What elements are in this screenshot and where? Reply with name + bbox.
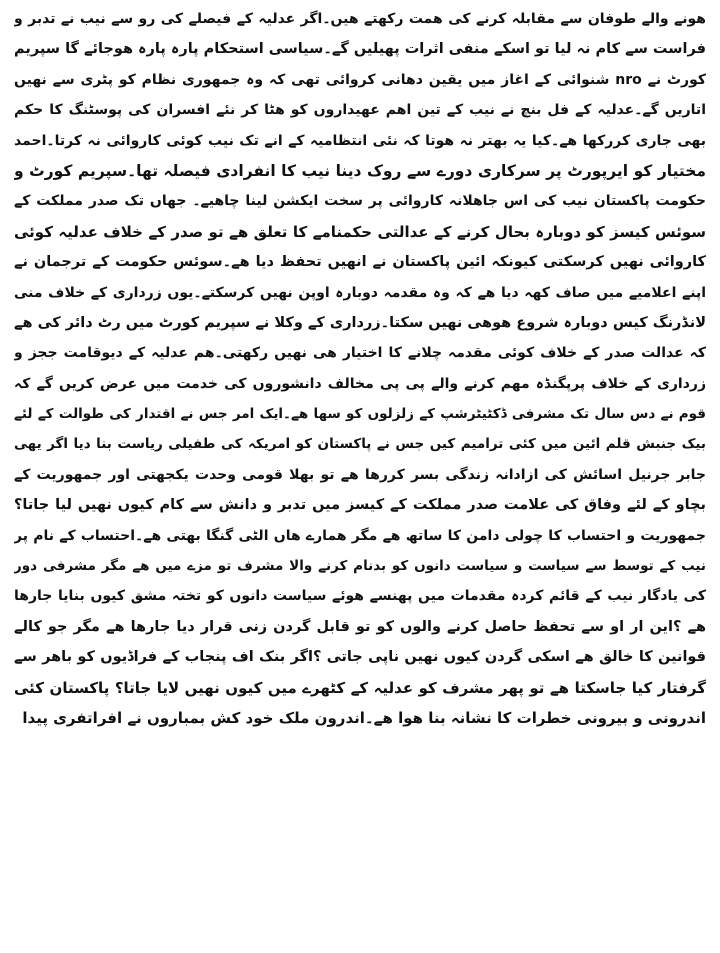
text-line: جمھوریت و احتساب کا چولی دامن کا ساتھ ھے مگر ھمارے ھاں الٹی گنگا بھتی ھے۔احتساب کے نام پر (14, 527, 706, 544)
text-line: اپنے اعلامیے میں صاف کھہ دیا ھے کہ وہ مقدمہ دوبارہ اوپن نھیں کرسکتے۔یوں زرداری کے خلاف منی (14, 284, 706, 301)
text-line: لانڈرنگ کیس دوبارہ شروع ھوھی نھیں سکتا۔زرداری کے وکلا نے سپریم کورٹ میں رٹ دائر کی ھے (14, 314, 706, 331)
text-line: جابر جرنیل اسائش کی ازادانہ زندگی بسر کررھا ھے تو بھلا قومی وحدت یکجھتی اور جمھوریت کے (14, 466, 706, 483)
text-line: سوئس کیسز کو دوبارہ بحال کرنے کے عدالتی حکمنامے کا تعلق ھے تو صدر کے خلاف عدلیہ کوئی (14, 222, 706, 241)
text-line: کورٹ نے nro شنوائی کے اغاز میں یقین دھانی کروائی تھی کہ وہ جمھوری نظام کو پٹری سے نھیں (14, 71, 706, 88)
text-line: نیب کے توسط سے سیاست و سیاست دانوں کو بدنام کرنے والا مشرف تو مزے میں ھے مگر مشرفی دور (14, 558, 706, 575)
text-line: اتاریں گے۔عدلیہ کے فل بنچ نے نیب کے تین اھم عھیداروں کو ھٹا کر نئے افسران کی پوسٹنگ کا حکم (14, 102, 706, 119)
text-line: گرفتار کیا جاسکتا ھے تو پھر مشرف کو عدلیہ کے کٹھرے میں کیوں نھیں لایا جاتا؟ پاکستان کئی (14, 678, 706, 697)
text-line: کہ عدالت صدر کے خلاف کوئی مقدمہ چلانے کا اختیار ھی نھیں رکھتی۔ھم عدلیہ کے دیوقامت ججز و (14, 345, 706, 362)
text-line: ھونے والے طوفان سے مقابلہ کرنے کی ھمت رکھتے ھیں۔اگر عدلیہ کے فیصلے کی رو سے نیب نے تدبر و (14, 11, 706, 27)
text-line: بچاو کے لئے وفاق کی علامت صدر مملکت کے کیسز میں تدبر و دانش سے کام کیوں نھیں لیا جاتا؟ (14, 497, 706, 514)
text-line: حکومت پاکستان نیب کی اس جاھلانہ کاروائی پر سخت ایکشن لینا چاھیے۔ جھاں تک صدر مملکت کے (14, 193, 706, 210)
text-line: زرداری کے خلاف پرپگنڈہ مھم کرنے والے پی پی مخالف دانشوروں کی خدمت میں عرض کریں گے کہ (14, 375, 706, 392)
text-line: کی یادگار نیب کے قائم کردہ مقدمات میں پھنسے ھوئے سیاست دانوں کو تختہ مشق کیوں بنایا جارھا (14, 588, 706, 605)
text-line: ھے ؟این ار او سے تحفظ حاصل کرنے والوں کو تو قابل گردن زنی قرار دیا جارھا ھے مگر جو کالے (14, 618, 706, 635)
text-line: کاروائی نھیں کرسکتی کیونکہ ائین پاکستان نے انھیں تحفظ دیا ھے۔سوئس حکومت کے ترجمان نے (14, 254, 706, 271)
text-line: قوم نے دس سال تک مشرفی ڈکٹیٹرشپ کے زلزلوں کو سھا ھے۔ایک امر جس نے اقتدار کی طوالت کے لئے (14, 406, 706, 423)
text-line: قوانین کا خالق ھے اسکی گردن کیوں نھیں ناپی جاتی ؟اگر بنک اف پنجاب کے فراڈیوں کو باھر سے (14, 649, 706, 666)
text-line: اندرونی و بیرونی خطرات کا نشانہ بنا ھوا ھے۔اندرون ملک خود کش بمباروں نے افراتفری پیدا (22, 708, 706, 727)
text-line: مختیار کو ایرپورٹ پر سرکاری دورے سے روک دینا نیب کا انفرادی فیصلہ تھا۔سپریم کورٹ و (14, 161, 706, 180)
text-line: بھی جاری کررکھا ھے۔کیا یہ بھتر نہ ھوتا کہ نئی انتظامیہ کے انے تک نیب کوئی کاروائی نہ کرتا۔احمد (14, 132, 706, 149)
text-line: بیک جنبش قلم ائین میں کئی ترامیم کیں جس نے پاکستان کو امریکہ کی طفیلی ریاست بنا دیا اگر یھی (14, 436, 706, 453)
text-line: فراست سے کام نہ لیا تو اسکے منفی اثرات پھیلیں گے۔سیاسی استحکام پارہ پارہ ھوجائے گا سپریم (14, 41, 706, 58)
